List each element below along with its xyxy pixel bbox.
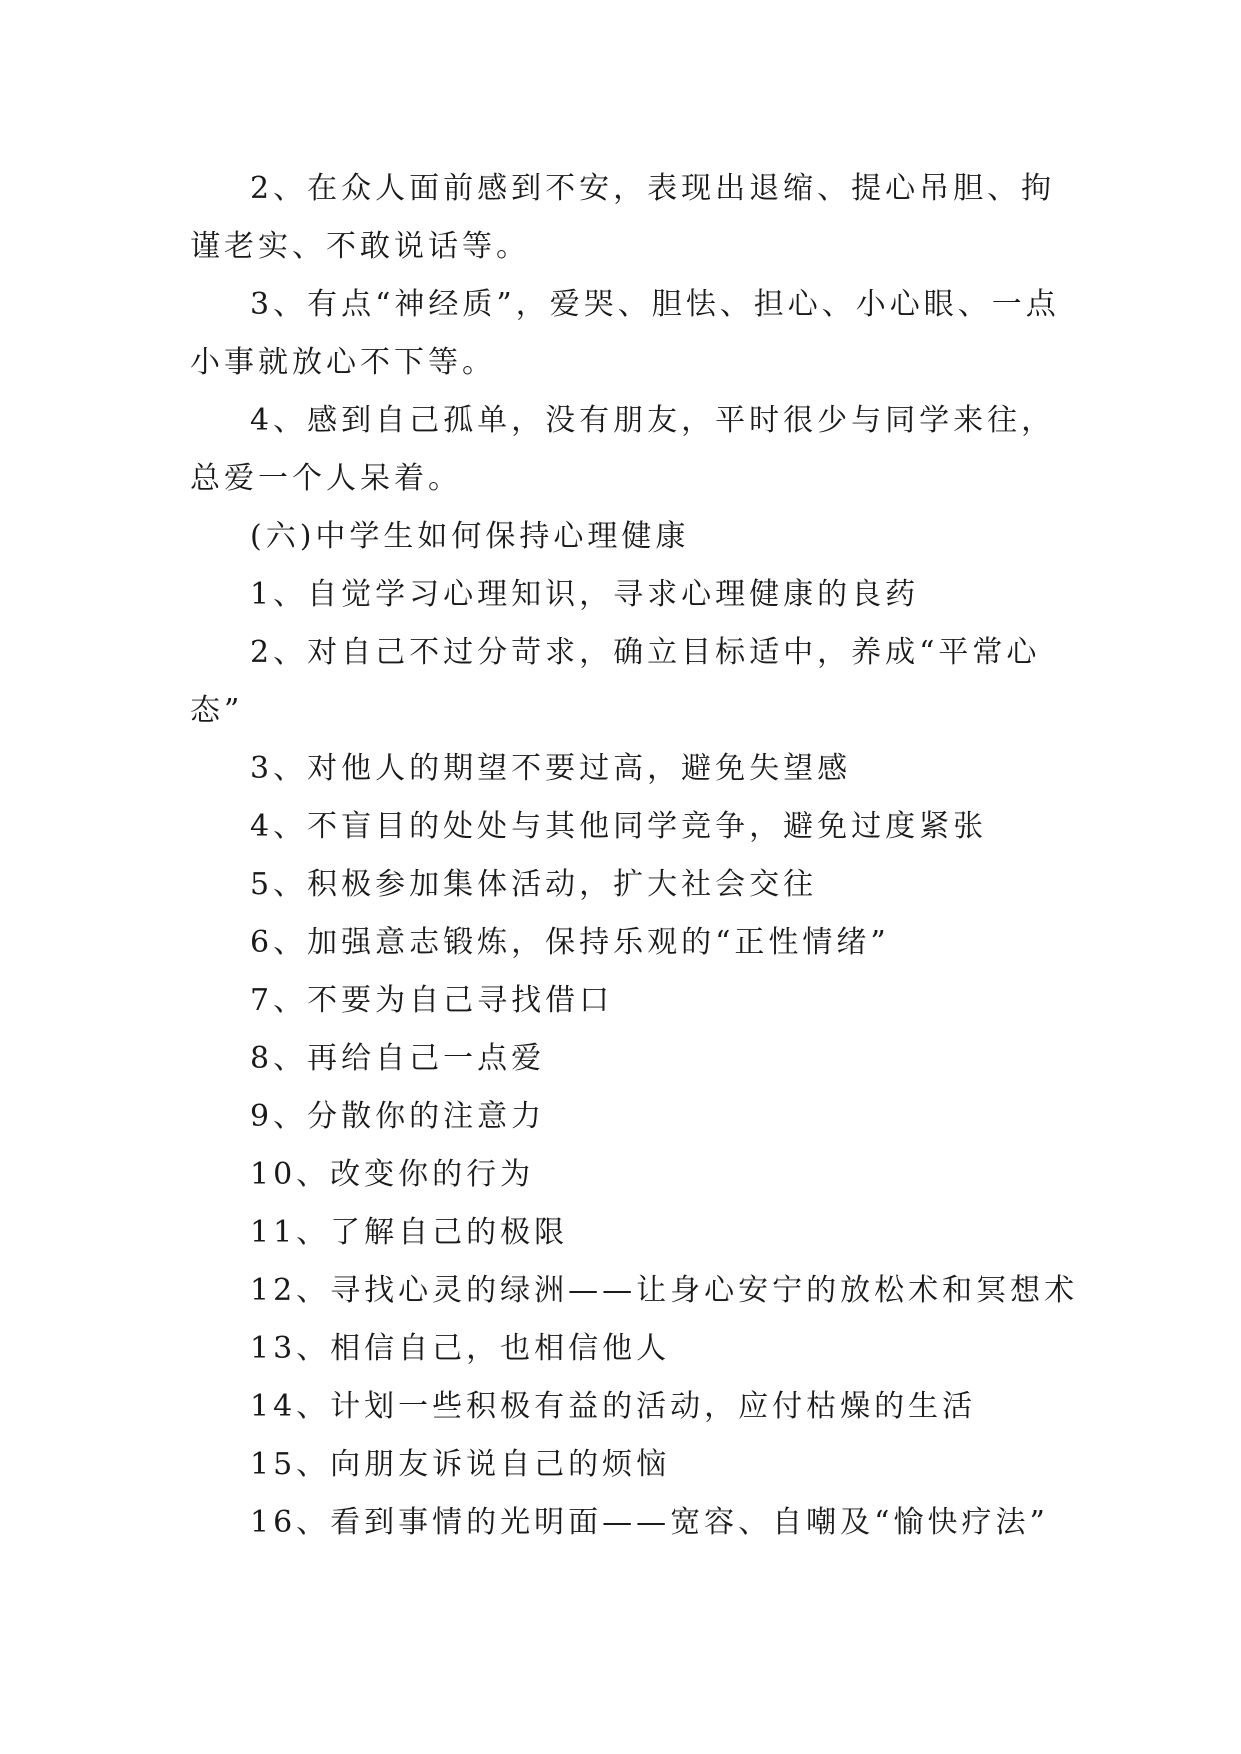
tip-item-15: 15、向朋友诉说自己的烦恼 bbox=[250, 1447, 671, 1482]
symptom-paragraph-4: 4、感到自己孤单，没有朋友，平时很少与同学来往，总爱一个人呆着。 bbox=[190, 403, 1056, 496]
document-body bbox=[190, 160, 1079, 1552]
section-heading: (六)中学生如何保持心理健康 bbox=[250, 519, 690, 554]
tip-item-13: 13、相信自己，也相信他人 bbox=[250, 1331, 671, 1366]
tip-item-8: 8、再给自己一点爱 bbox=[250, 1041, 546, 1076]
tip-item-10: 10、改变你的行为 bbox=[250, 1157, 535, 1192]
tip-item-3: 3、对他人的期望不要过高，避免失望感 bbox=[250, 751, 852, 786]
tips-list bbox=[190, 566, 1079, 1552]
tip-item-2: 2、对自己不过分苛求，确立目标适中，养成“平常心态” bbox=[190, 635, 1041, 728]
tip-item-5: 5、积极参加集体活动，扩大社会交往 bbox=[250, 867, 818, 902]
tip-item-14: 14、计划一些积极有益的活动，应付枯燥的生活 bbox=[250, 1389, 977, 1424]
tip-item-7: 7、不要为自己寻找借口 bbox=[250, 983, 614, 1018]
tip-item-1: 1、自觉学习心理知识，寻求心理健康的良药 bbox=[250, 577, 920, 612]
tip-item-4: 4、不盲目的处处与其他同学竞争，避免过度紧张 bbox=[250, 809, 988, 844]
symptom-paragraph-3: 3、有点“神经质”，爱哭、胆怯、担心、小心眼、一点小事就放心不下等。 bbox=[190, 287, 1060, 380]
tip-item-11: 11、了解自己的极限 bbox=[250, 1215, 569, 1250]
tip-item-6: 6、加强意志锻炼，保持乐观的“正性情绪” bbox=[250, 925, 890, 960]
tip-item-16: 16、看到事情的光明面——宽容、自嘲及“愉快疗法” bbox=[250, 1505, 1049, 1540]
symptom-paragraph-2: 2、在众人面前感到不安，表现出退缩、提心吊胆、拘谨老实、不敢说话等。 bbox=[190, 171, 1056, 264]
tip-item-9: 9、分散你的注意力 bbox=[250, 1099, 546, 1134]
tip-item-12: 12、寻找心灵的绿洲——让身心安宁的放松术和冥想术 bbox=[250, 1273, 1079, 1308]
